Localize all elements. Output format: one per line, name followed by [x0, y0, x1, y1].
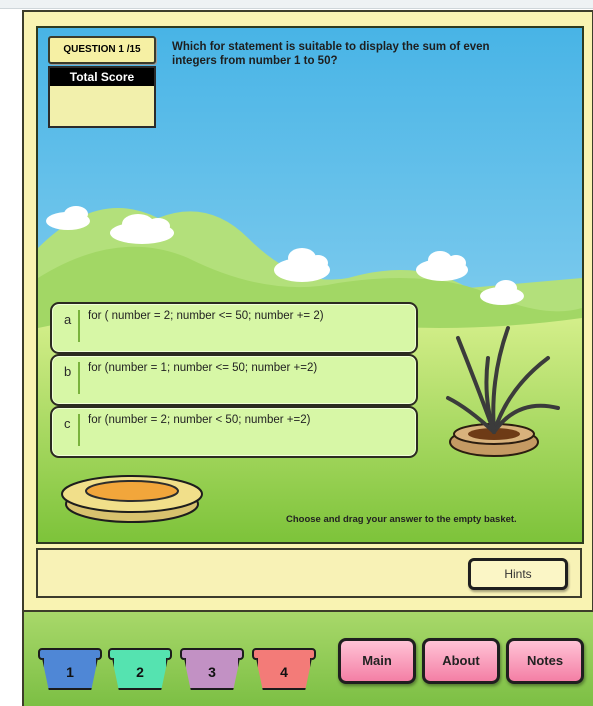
- hint-bar: [36, 548, 582, 598]
- pot-number: 1: [66, 664, 74, 680]
- option-divider: [78, 310, 80, 342]
- hints-button[interactable]: Hints: [468, 558, 568, 590]
- option-code: for (number = 1; number <= 50; number +=2): [88, 362, 318, 374]
- quiz-scene: [36, 26, 584, 544]
- question-counter: QUESTION 1 /15: [48, 36, 156, 64]
- answer-option-b[interactable]: [50, 354, 418, 406]
- total-score-value: [50, 86, 154, 94]
- option-letter: a: [64, 312, 72, 327]
- option-divider: [78, 362, 80, 394]
- pot-number: 4: [280, 664, 288, 680]
- pot-number: 3: [208, 664, 216, 680]
- answer-option-a[interactable]: [50, 302, 418, 354]
- question-text: Which for statement is suitable to display the sum of even integers from number 1 to 50?: [172, 41, 490, 67]
- pot-2-button[interactable]: [108, 648, 172, 690]
- option-code: for ( number = 2; number <= 50; number += 2): [88, 310, 324, 322]
- window-top-strip: [0, 0, 593, 9]
- drag-instruction: Choose and drag your answer to the empty basket.: [286, 514, 517, 525]
- answer-option-c[interactable]: [50, 406, 418, 458]
- about-button[interactable]: About: [422, 638, 500, 684]
- pot-1-button[interactable]: [38, 648, 102, 690]
- pot-number: 2: [136, 664, 144, 680]
- main-button[interactable]: Main: [338, 638, 416, 684]
- option-letter: b: [64, 364, 72, 379]
- total-score-panel: [48, 66, 156, 128]
- option-code: for (number = 2; number < 50; number +=2): [88, 414, 311, 426]
- total-score-title: Total Score: [50, 68, 154, 86]
- option-letter: c: [64, 416, 71, 431]
- notes-button[interactable]: Notes: [506, 638, 584, 684]
- pot-4-button[interactable]: [252, 648, 316, 690]
- bottom-toolbar: [22, 610, 593, 706]
- option-divider: [78, 414, 80, 446]
- pot-3-button[interactable]: [180, 648, 244, 690]
- empty-basket[interactable]: [62, 476, 202, 522]
